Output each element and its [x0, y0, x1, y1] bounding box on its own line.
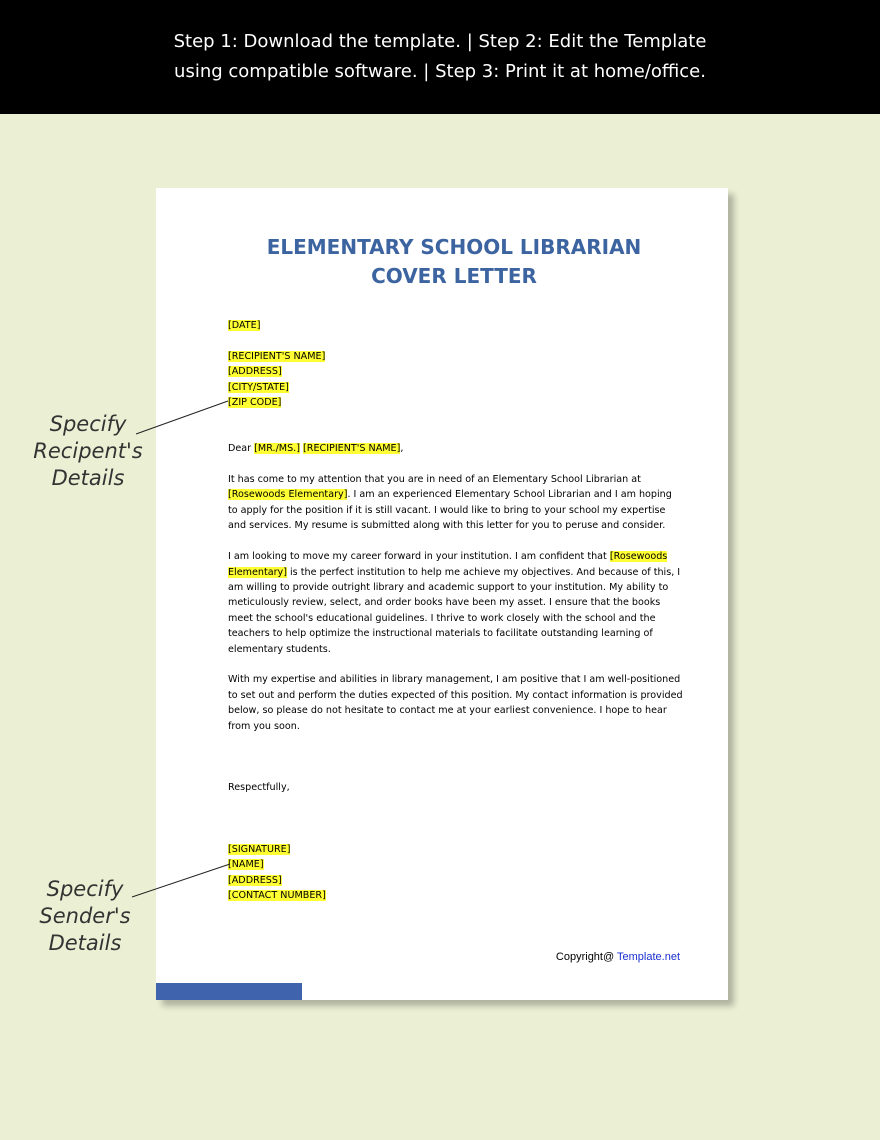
- banner-line-2: using compatible software. | Step 3: Print it at home/office.: [174, 61, 706, 82]
- closing: Respectfully,: [228, 782, 290, 794]
- paragraph-2: I am looking to move my career forward in your institution. I am confident that [Rosewoods Elementary] is the perfect institution to help me achieve my objectives. And because of this, I am willing to provide outright library and academic support to your institution. My ability to meticulously review, select, and order books have been my asset. I ensure that the books meet the school's educational guidelines. I thrive to work closely with the school and the teachers to help optimize the instructional materials to facilitate outstanding learning of elementary students.: [228, 551, 681, 655]
- copyright-site-link[interactable]: Template.net: [617, 951, 680, 963]
- recipient-city-state-placeholder: [CITY/STATE]: [228, 381, 289, 393]
- title-line-2: COVER LETTER: [371, 264, 537, 288]
- paragraph-1: It has come to my attention that you are in need of an Elementary School Librarian at [Rosewoods Elementary]. I am an experienced Elementary School Librarian and I am hoping to apply for the position if it is still vacant. I would like to bring to your school my expertise and services. My resume is submitted along with this letter for you to peruse and consider.: [228, 474, 672, 532]
- recipient-zip-placeholder: [ZIP CODE]: [228, 397, 282, 409]
- sender-name-placeholder: [NAME]: [228, 859, 264, 871]
- sender-callout-line: [132, 864, 230, 897]
- sender-address-placeholder: [ADDRESS]: [228, 874, 282, 886]
- copyright-notice: Copyright@ Template.net: [555, 951, 680, 963]
- title-line-1: ELEMENTARY SCHOOL LIBRARIAN: [266, 235, 642, 259]
- salutation-title-placeholder: [MR./MS.]: [254, 443, 300, 455]
- recipient-name-placeholder: [RECIPIENT'S NAME]: [228, 350, 326, 362]
- salutation-name-placeholder: [RECIPIENT'S NAME]: [303, 443, 401, 455]
- salutation: Dear [MR./MS.] [RECIPIENT'S NAME],: [228, 443, 404, 455]
- signature-placeholder: [SIGNATURE]: [228, 843, 291, 855]
- date-placeholder: [DATE]: [228, 320, 261, 331]
- sender-details-callout: Specify Sender's Details: [39, 877, 131, 955]
- paragraph-3: With my expertise and abilities in library management, I am positive that I am well-positioned to set out and perform the duties expected of this position. My contact information is provided below, so please do not hesitate to contact me at your earliest convenience. I hope to hear from you soon.: [228, 674, 683, 732]
- recipient-address-placeholder: [ADDRESS]: [228, 366, 282, 378]
- school-name-placeholder: [Rosewoods Elementary]: [228, 489, 348, 501]
- school-name-placeholder: [Rosewoods Elementary]: [228, 551, 668, 578]
- recipient-details-callout: Specify Recipent's Details: [33, 412, 143, 490]
- contact-number-placeholder: [CONTACT NUMBER]: [228, 890, 326, 902]
- banner-line-1: Step 1: Download the template. | Step 2: Edit the Template: [173, 31, 707, 52]
